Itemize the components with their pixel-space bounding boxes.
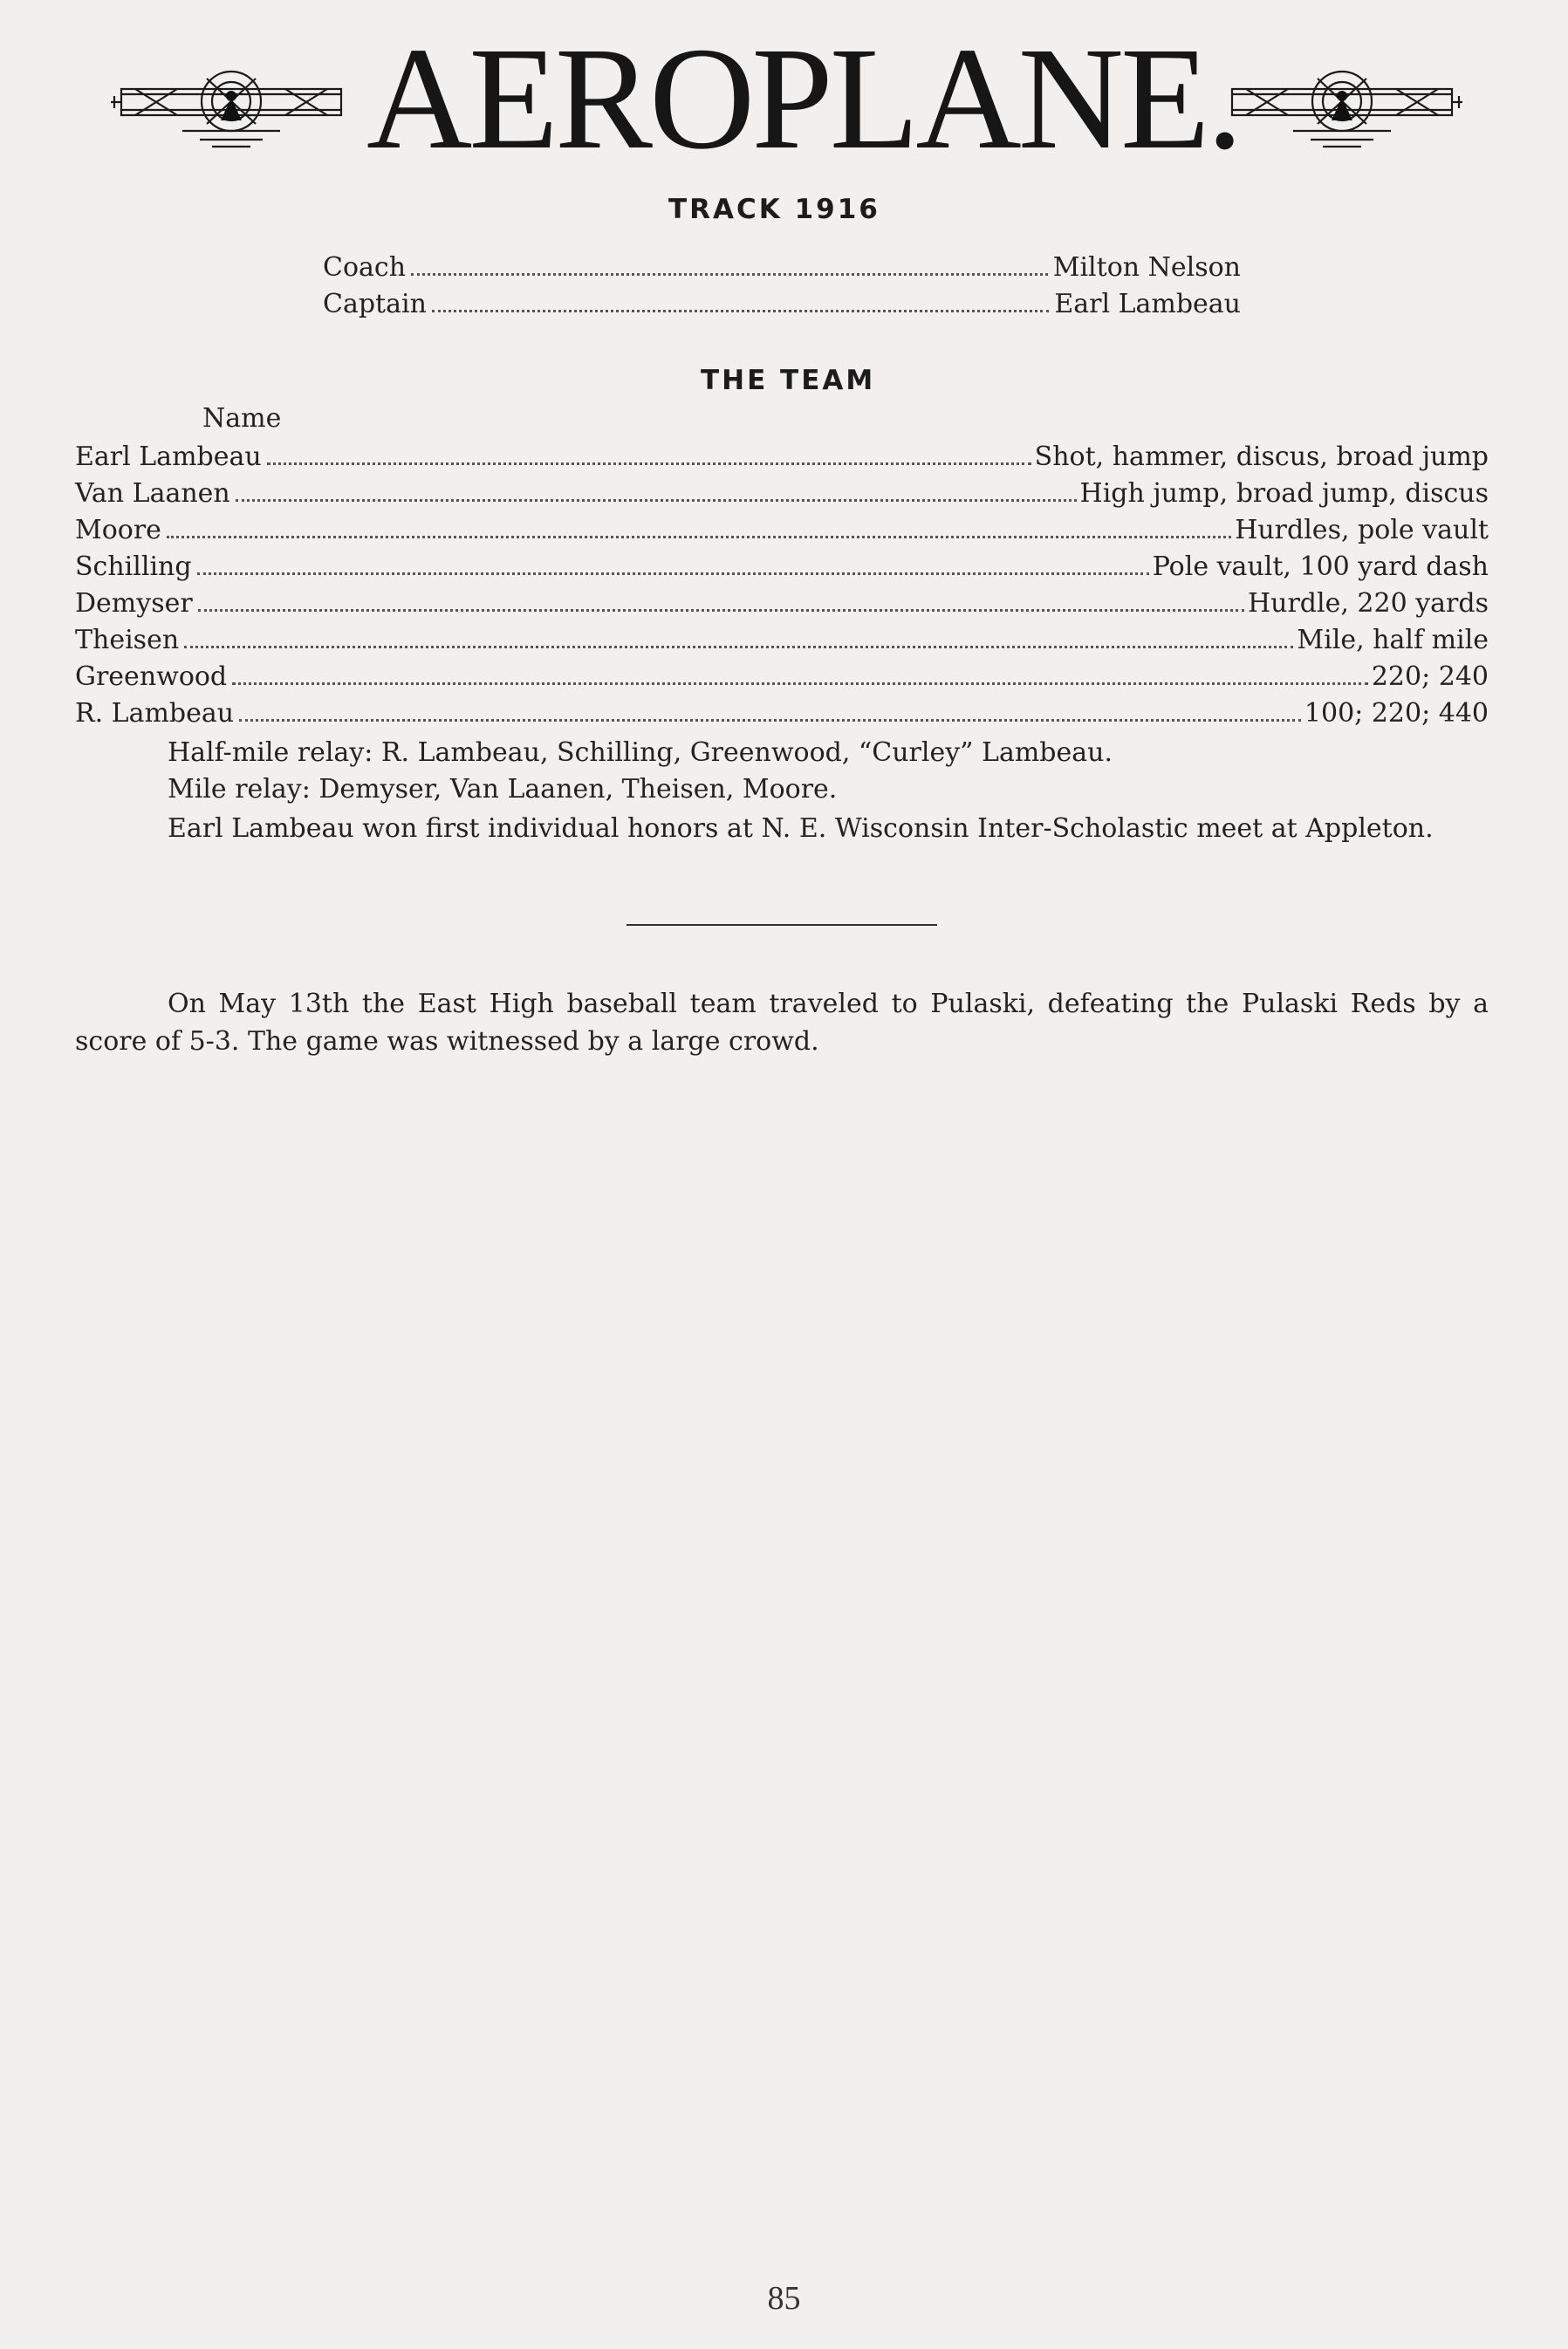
honors-paragraph: Earl Lambeau won first individual honors at N. E. Wisconsin Inter-Scholastic meet at Appleton. (168, 813, 1434, 844)
roster-row (75, 586, 1489, 622)
member-name: Schilling (75, 551, 192, 582)
member-events: Shot, hammer, discus, broad jump (1034, 442, 1489, 472)
roster-row (75, 549, 1489, 586)
member-events: Mile, half mile (1297, 625, 1489, 655)
dotted-leader (432, 291, 1049, 312)
dotted-leader (197, 553, 1149, 575)
half-mile-relay: Half-mile relay: R. Lambeau, Schilling, Greenwood, “Curley” Lambeau. (168, 737, 1113, 768)
member-name: Greenwood (75, 661, 228, 692)
dotted-leader (198, 590, 1244, 612)
officer-name: Milton Nelson (1052, 252, 1241, 283)
member-name: Van Laanen (75, 478, 230, 509)
officer-name: Earl Lambeau (1054, 289, 1241, 319)
dotted-leader (167, 517, 1231, 538)
page-number: 85 (767, 2280, 801, 2317)
member-name: Theisen (75, 625, 180, 655)
dotted-leader (232, 663, 1368, 685)
roster-row (75, 439, 1489, 476)
officer-row-coach (323, 250, 1241, 286)
roster-row (75, 695, 1489, 732)
member-events: Hurdle, 220 yards (1247, 588, 1489, 619)
biplane-icon (1220, 59, 1464, 155)
roster-row (75, 476, 1489, 512)
dotted-leader (236, 480, 1077, 502)
member-name: Moore (75, 515, 161, 545)
member-events: Pole vault, 100 yard dash (1152, 551, 1489, 582)
track-heading: TRACK 1916 (668, 194, 880, 225)
dotted-leader (239, 700, 1301, 722)
dotted-leader (267, 443, 1031, 465)
officer-row-captain (323, 286, 1241, 323)
member-events: 220; 240 (1371, 661, 1489, 692)
mile-relay: Mile relay: Demyser, Van Laanen, Theisen, Moore. (168, 774, 838, 805)
member-name: R. Lambeau (75, 698, 235, 729)
member-events: Hurdles, pole vault (1235, 515, 1489, 545)
member-events: 100; 220; 440 (1304, 698, 1489, 729)
roster-row (75, 512, 1489, 549)
officer-role: Coach (323, 252, 407, 283)
officer-role: Captain (323, 289, 427, 319)
masthead-title: AEROPLANE. (366, 17, 1240, 180)
name-column-label: Name (202, 403, 282, 434)
member-events: High jump, broad jump, discus (1079, 478, 1489, 509)
dotted-leader (411, 254, 1048, 276)
dotted-leader (184, 627, 1293, 648)
member-name: Demyser (75, 588, 193, 619)
masthead (0, 17, 1568, 180)
team-heading: THE TEAM (701, 365, 876, 396)
roster-row (75, 622, 1489, 659)
roster-row (75, 659, 1489, 695)
section-divider (627, 924, 937, 926)
member-name: Earl Lambeau (75, 442, 262, 472)
baseball-paragraph: On May 13th the East High baseball team traveled to Pulaski, defeating the Pulaski Reds by a score of 5-3. The game was witnessed by a large crowd. (75, 989, 1489, 1057)
biplane-icon (109, 59, 353, 155)
